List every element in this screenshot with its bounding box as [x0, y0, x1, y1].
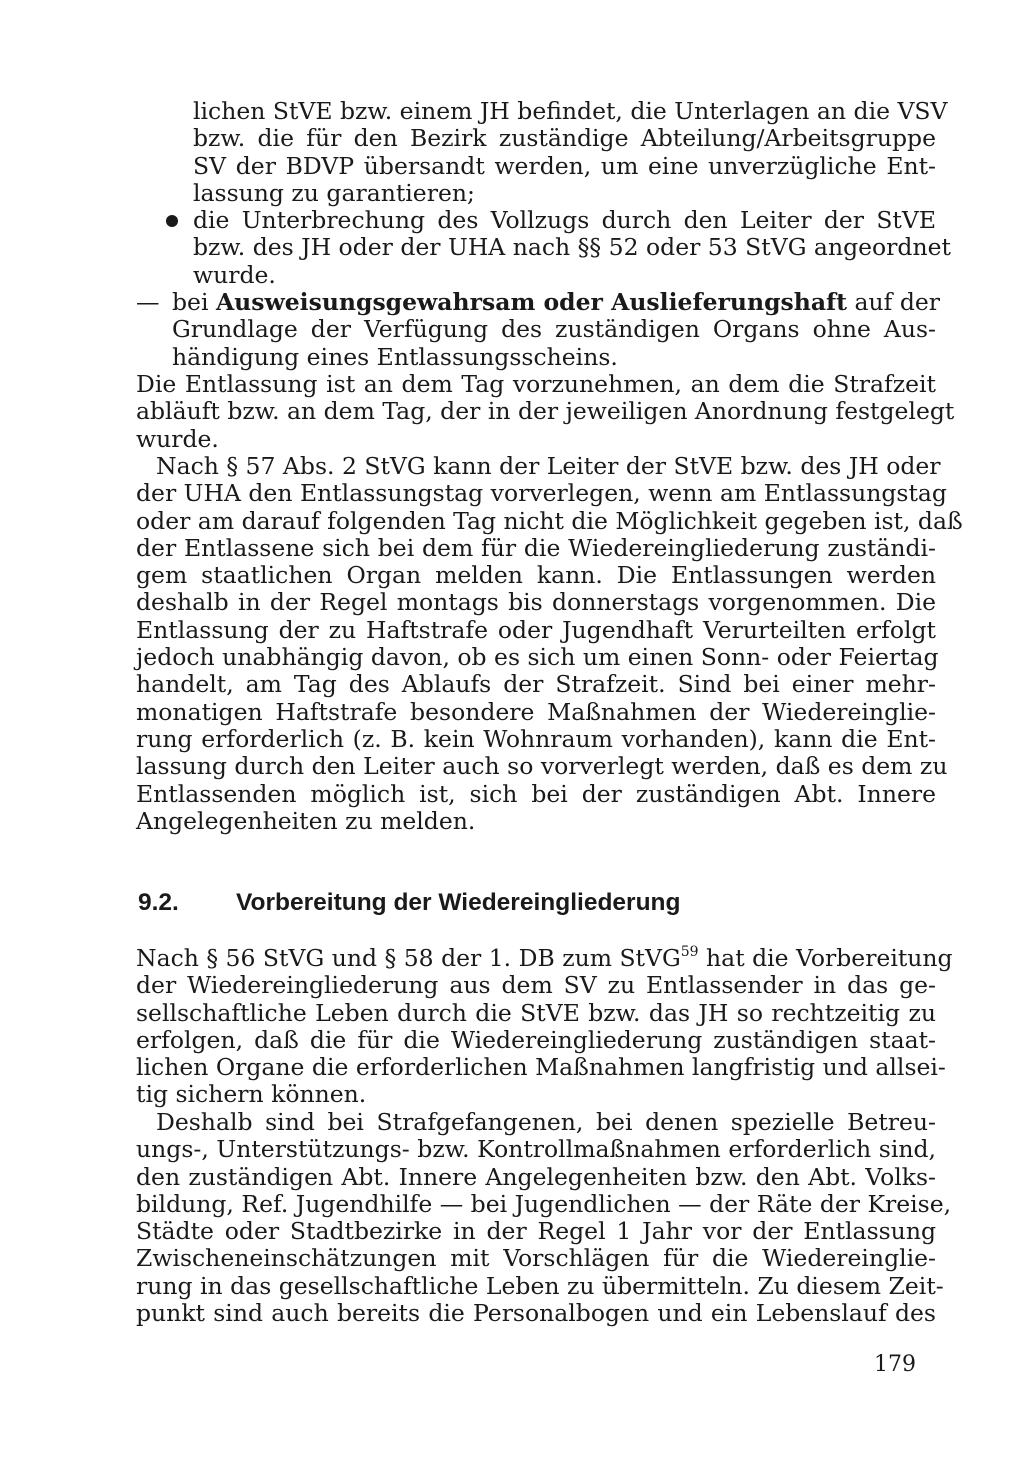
text-line: lassung durch den Leiter auch so vorverlegt werden, daß es dem zu: [136, 752, 948, 781]
text-line: monatigen Haftstrafe besondere Maßnahmen der Wiedereinglie-: [136, 697, 936, 726]
text-line: der UHA den Entlassungstag vorverlegen, wenn am Entlassungstag: [136, 479, 947, 508]
footnote-marker: 59: [680, 944, 699, 960]
text-line: — bei Ausweisungsgewahrsam oder Auslieferungshaft auf der: [136, 288, 940, 316]
text-line: händigung eines Entlassungsscheins.: [172, 342, 618, 371]
text-line: rung erforderlich (z. B. kein Wohnraum vorhanden), kann die Ent-: [136, 724, 936, 753]
text-line: die Unterbrechung des Vollzugs durch den Leiter der StVE: [136, 207, 936, 234]
text-line: sellschaftliche Leben durch die StVE bzw. das JH so rechtzeitig zu: [136, 998, 936, 1027]
text-line: bzw. des JH oder der UHA nach §§ 52 oder 53 StVG angeordnet: [193, 233, 951, 262]
text-line: deshalb in der Regel montags bis donnerstags vorgenommen. Die: [136, 588, 936, 617]
text-line: jedoch unabhängig davon, ob es sich um einen Sonn- oder Feiertag: [136, 643, 939, 672]
paragraph: [136, 452, 963, 835]
text-line: Entlassung der zu Haftstrafe oder Jugendhaft Verurteilten erfolgt: [136, 615, 936, 644]
text-line: Grundlage der Verfügung des zuständigen Organs ohne Aus-: [172, 315, 936, 344]
text-line: SV der BDVP übersandt werden, um eine unverzügliche Ent-: [193, 151, 936, 180]
text-line: Nach § 57 Abs. 2 StVG kann der Leiter der StVE bzw. des JH oder: [156, 452, 941, 480]
text-line: oder am darauf folgenden Tag nicht die Möglichkeit gegeben ist, daß: [136, 506, 963, 535]
text-line: ungs-, Unterstützungs- bzw. Kontrollmaßnahmen erforderlich sind,: [136, 1135, 936, 1164]
paragraph: [136, 944, 953, 1109]
page-number: 179: [874, 1352, 916, 1377]
text-line: bildung, Ref. Jugendhilfe — bei Jugendlichen — der Räte der Kreise,: [136, 1189, 952, 1218]
text-line: lichen StVE bzw. einem JH befindet, die Unterlagen an die VSV: [193, 97, 948, 125]
text-line: Nach § 56 StVG und § 58 der 1. DB zum StVG$^{59}$ hat die Vorbereitung: [136, 944, 953, 972]
bullet-item: [136, 206, 951, 289]
text-line: bzw. die für den Bezirk zuständige Abteilung/Arbeitsgruppe: [193, 124, 936, 153]
text-line: wurde.: [193, 260, 276, 289]
dash-item: [136, 288, 940, 371]
text-line: wurde.: [136, 424, 219, 453]
section-title: Vorbereitung der Wiedereingliederung: [236, 889, 681, 916]
text-line: Städte oder Stadtbezirke in der Regel 1 Jahr vor der Entlassung: [136, 1217, 936, 1246]
text-line: Angelegenheiten zu melden.: [136, 806, 476, 835]
text-line: abläuft bzw. an dem Tag, der in der jeweiligen Anordnung festgelegt: [136, 397, 955, 426]
text-line: punkt sind auch bereits die Personalbogen und ein Lebenslauf des: [136, 1299, 936, 1328]
section-heading: [138, 888, 680, 918]
paragraph: [136, 370, 955, 453]
text-line: lassung zu garantieren;: [193, 178, 475, 207]
text-line: der Wiedereingliederung aus dem SV zu Entlassender in das ge-: [136, 971, 936, 1000]
bullet-continuation: [136, 97, 948, 207]
text-line: der Entlassene sich bei dem für die Wiedereingliederung zuständi-: [136, 533, 936, 562]
text-line: lichen Organe die erforderlichen Maßnahmen langfristig und allsei-: [136, 1053, 946, 1082]
text-line: tig sichern können.: [136, 1080, 367, 1109]
section-number: 9.2.: [138, 889, 179, 916]
bullet-icon: [166, 215, 178, 227]
text-line: rung in das gesellschaftliche Leben zu übermitteln. Zu diesem Zeit-: [136, 1271, 944, 1300]
text-line: erfolgen, daß die für die Wiedereingliederung zuständigen staat-: [136, 1025, 936, 1054]
text-line: gem staatlichen Organ melden kann. Die Entlassungen werden: [136, 561, 936, 590]
text-line: Die Entlassung ist an dem Tag vorzunehmen, an dem die Strafzeit: [136, 370, 936, 398]
bold-term: Ausweisungsgewahrsam oder Auslieferungshaft: [215, 288, 848, 316]
text-line: den zuständigen Abt. Innere Angelegenheiten bzw. den Abt. Volks-: [136, 1162, 936, 1191]
text-line: handelt, am Tag des Ablaufs der Strafzeit. Sind bei einer mehr-: [136, 670, 936, 699]
paragraph: [136, 1108, 952, 1328]
text-line: Deshalb sind bei Strafgefangenen, bei denen spezielle Betreu-: [156, 1108, 936, 1136]
text-line: Entlassenden möglich ist, sich bei der zuständigen Abt. Innere: [136, 779, 936, 808]
text-line: Zwischeneinschätzungen mit Vorschlägen für die Wiedereinglie-: [136, 1244, 936, 1273]
dash-marker: —: [136, 288, 160, 316]
